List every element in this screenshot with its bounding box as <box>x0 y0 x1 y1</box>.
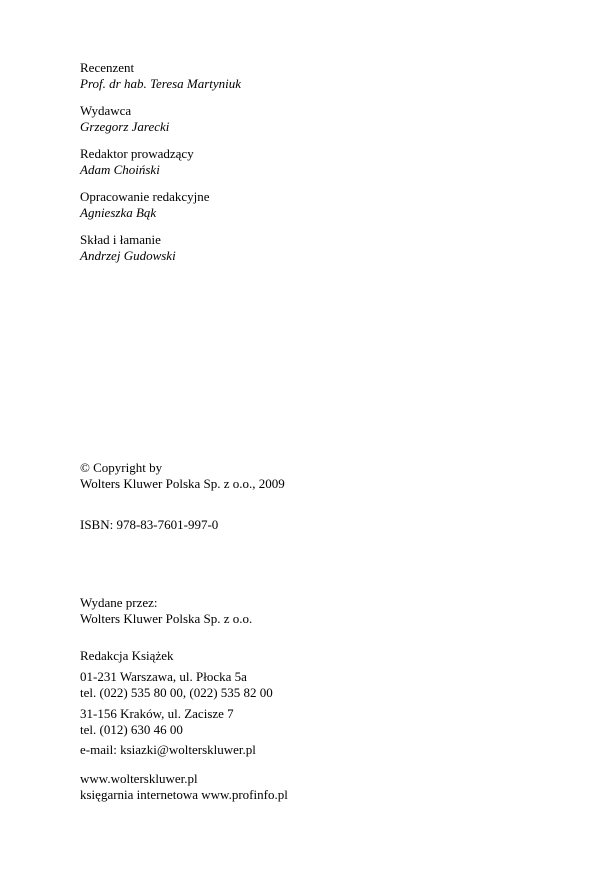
managing-editor-role: Redaktor prowadzący <box>80 146 194 161</box>
copy-editing-name: Agnieszka Bąk <box>80 205 157 220</box>
copy-editing-role: Opracowanie redakcyjne <box>80 189 210 204</box>
copyright-line: © Copyright by <box>80 460 163 475</box>
krakow-phone: tel. (012) 630 46 00 <box>80 722 183 737</box>
typesetting-role: Skład i łamanie <box>80 232 161 247</box>
publisher-role: Wydawca <box>80 103 132 118</box>
krakow-address: 31-156 Kraków, ul. Zacisze 7 <box>80 706 234 721</box>
managing-editor-name: Adam Choiński <box>80 162 160 177</box>
warsaw-phone: tel. (022) 535 80 00, (022) 535 82 00 <box>80 685 273 700</box>
reviewer-name: Prof. dr hab. Teresa Martyniuk <box>80 76 242 91</box>
editorial-office-title: Redakcja Książek <box>80 648 174 663</box>
publisher-name: Grzegorz Jarecki <box>80 119 170 134</box>
isbn: ISBN: 978-83-7601-997-0 <box>80 517 219 532</box>
warsaw-address: 01-231 Warszawa, ul. Płocka 5a <box>80 669 247 684</box>
published-by-name: Wolters Kluwer Polska Sp. z o.o. <box>80 611 253 626</box>
email: e-mail: ksiazki@wolterskluwer.pl <box>80 742 256 757</box>
online-bookstore-link: księgarnia internetowa www.profinfo.pl <box>80 787 288 802</box>
reviewer-role: Recenzent <box>80 60 135 75</box>
copyright-holder: Wolters Kluwer Polska Sp. z o.o., 2009 <box>80 476 285 491</box>
published-by-label: Wydane przez: <box>80 595 158 610</box>
typesetting-name: Andrzej Gudowski <box>80 248 176 263</box>
website-link: www.wolterskluwer.pl <box>80 771 198 786</box>
